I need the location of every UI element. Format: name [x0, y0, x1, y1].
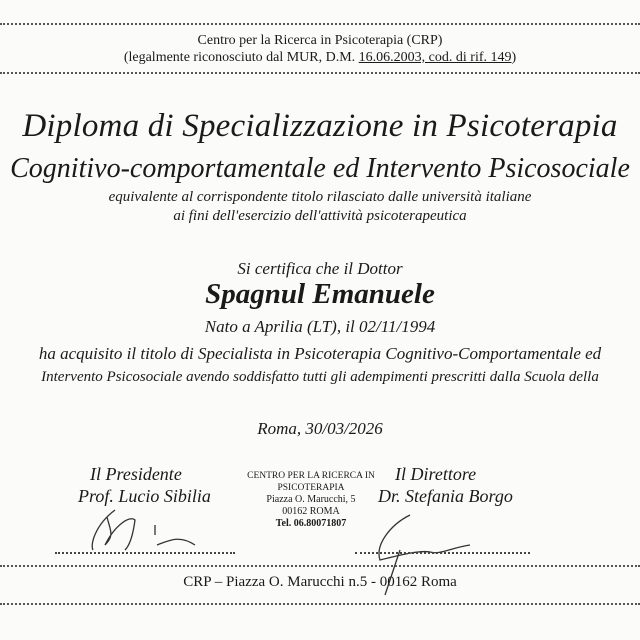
president-signature-line — [55, 552, 235, 554]
president-role: Il Presidente — [90, 464, 182, 484]
footer-address: CRP – Piazza O. Marucchi n.5 - 00162 Roma — [183, 574, 457, 590]
director-name: Dr. Stefania Borgo — [378, 486, 513, 506]
recipient-name: Spagnul Emanuele — [205, 278, 435, 310]
certification-intro: Si certifica che il Dottor — [237, 259, 403, 278]
stamp-line1: CENTRO PER LA RICERCA IN PSICOTERAPIA — [247, 471, 375, 493]
recognition-ref: 16.06.2003, cod. di rif. 149 — [358, 50, 512, 65]
subtitle-line2: ai fini dell'esercizio dell'attività psicoterapeutica — [173, 208, 467, 224]
stamp-line4: Tel. 06.80071807 — [275, 518, 347, 529]
header-institution: Centro per la Ricerca in Psicoterapia (CRP) — [197, 33, 443, 48]
place-date: Roma, 30/03/2026 — [257, 419, 383, 438]
stamp-line3: 00162 ROMA — [282, 506, 340, 517]
body-line2: Intervento Psicosociale avendo soddisfatto tutti gli adempimenti prescritti dalla Scuola della — [41, 369, 599, 385]
director-signature-line — [355, 552, 530, 554]
header-recognition — [124, 50, 516, 66]
recognition-suffix: ) — [511, 50, 517, 65]
top-divider — [0, 23, 640, 25]
president-signature — [85, 505, 215, 555]
director-role: Il Direttore — [395, 464, 477, 484]
diploma-title-line1: Diploma di Specializzazione in Psicoterapia — [22, 108, 618, 144]
header-divider — [0, 72, 640, 74]
footer-top-divider — [0, 565, 640, 567]
body-line1: ha acquisito il titolo di Specialista in Psicoterapia Cognitivo-Comportamentale ed — [38, 344, 602, 363]
stamp-line2: Piazza O. Marucchi, 5 — [266, 494, 356, 505]
president-name: Prof. Lucio Sibilia — [78, 486, 211, 506]
diploma-title-line2: Cognitivo-comportamentale ed Intervento Psicosociale — [10, 153, 630, 184]
footer-bottom-divider — [0, 603, 640, 605]
subtitle-line1: equivalente al corrispondente titolo rilasciato dalle università italiane — [108, 189, 532, 205]
recognition-prefix: (legalmente riconosciuto dal MUR, D.M. — [123, 50, 359, 65]
birth-info: Nato a Aprilia (LT), il 02/11/1994 — [204, 317, 436, 336]
